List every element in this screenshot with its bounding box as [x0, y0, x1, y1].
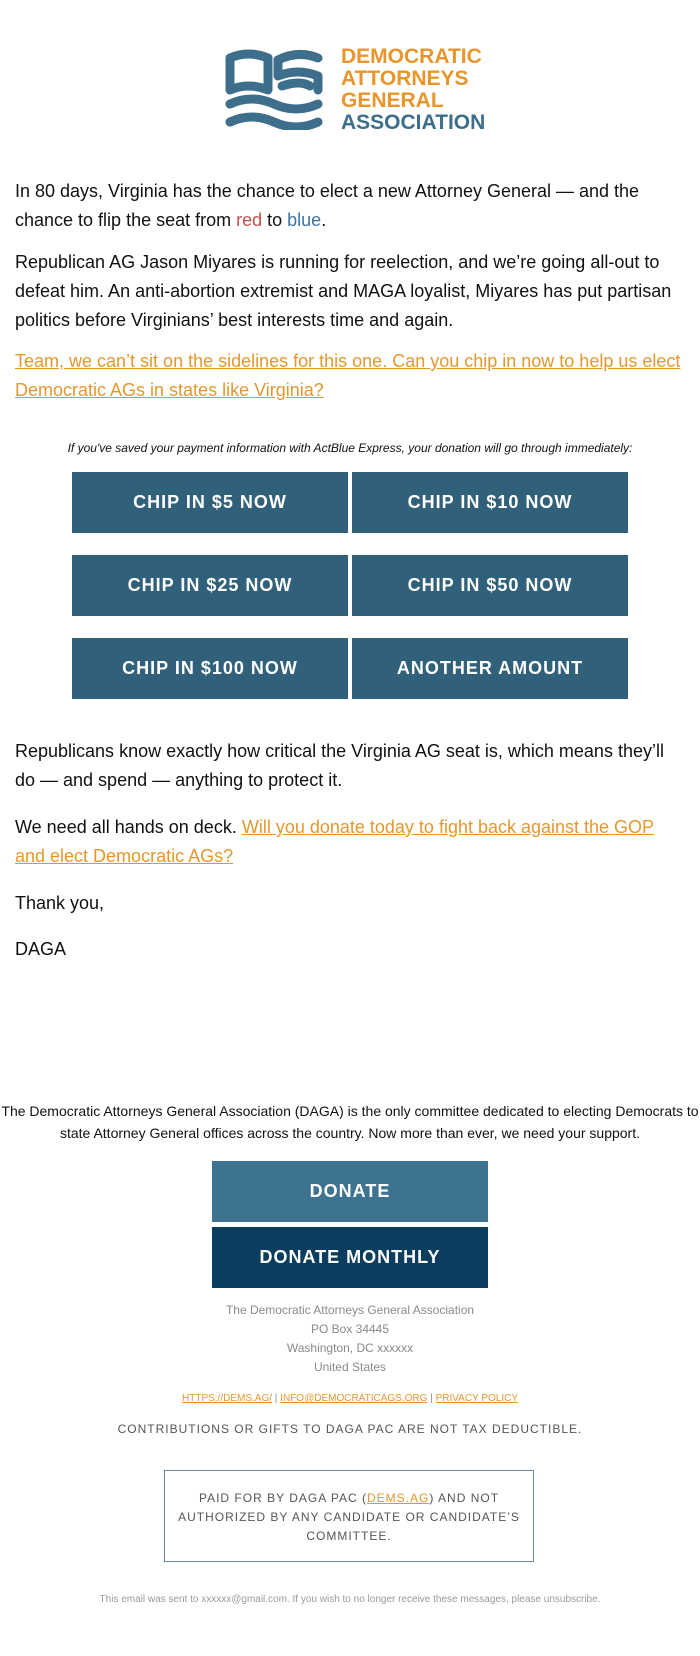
logo-line-2: ATTORNEYS	[341, 67, 469, 90]
republicans-paragraph: Republicans know exactly how critical the Virginia AG seat is, which means they’ll do — and spend — anything to protect it.	[15, 741, 664, 790]
chip-in-10-button[interactable]: CHIP IN $10 NOW	[352, 472, 628, 533]
daga-logo	[224, 44, 484, 136]
footer-links	[0, 1393, 700, 1404]
chip-in-50-button[interactable]: CHIP IN $50 NOW	[352, 555, 628, 616]
paid-for-text-1: PAID FOR BY DAGA PAC (	[198, 1491, 368, 1505]
address-country: United States	[313, 1360, 387, 1374]
miyares-paragraph: Republican AG Jason Miyares is running for reelection, and we’re going all-out to defeat him. An anti-abortion extremist and MAGA loyalist, Miyares has put partisan politics before Virginians’ best interests time and again.	[15, 252, 672, 330]
chip-in-paragraph	[15, 347, 685, 405]
address-org: The Democratic Attorneys General Association	[225, 1303, 475, 1317]
actblue-note: If you've saved your payment information with ActBlue Express, your donation will go through immediately:	[67, 441, 633, 455]
chip-in-5-button[interactable]: CHIP IN $5 NOW	[72, 472, 348, 533]
dems-ag-link[interactable]: DEMS.AG	[367, 1491, 430, 1505]
signature: DAGA	[15, 939, 67, 959]
unsubscribe-notice[interactable]: This email was sent to xxxxxx@gmail.com. If you wish to no longer receive these messages, please unsubscribe.	[99, 1594, 601, 1605]
chip-in-100-button[interactable]: CHIP IN $100 NOW	[72, 638, 348, 699]
all-hands-text: We need all hands on deck.	[15, 817, 242, 837]
website-link[interactable]: HTTPS://DEMS.AG/	[182, 1393, 273, 1404]
flag-logo-icon	[224, 46, 324, 130]
intro-red-word: red	[236, 210, 263, 230]
address-city: Washington, DC xxxxxx	[286, 1341, 414, 1355]
logo-line-3: GENERAL	[341, 89, 444, 112]
intro-blue-word: blue	[287, 210, 322, 230]
paid-for-disclaimer	[164, 1470, 534, 1562]
donate-button[interactable]: DONATE	[212, 1161, 488, 1222]
email-link[interactable]: INFO@DEMOCRATICAGS.ORG	[280, 1393, 428, 1404]
link-separator: |	[430, 1393, 433, 1404]
address-po: PO Box 34445	[310, 1322, 390, 1336]
logo-wordmark	[341, 46, 485, 134]
intro-paragraph	[15, 177, 685, 235]
thank-you-text: Thank you,	[15, 893, 105, 913]
privacy-policy-link[interactable]: PRIVACY POLICY	[435, 1393, 518, 1404]
logo-line-4: ASSOCIATION	[341, 111, 486, 134]
footer-description: The Democratic Attorneys General Association (DAGA) is the only committee dedicated to electing Democrats to state Attorney General offices across the country. Now more than ever, we need your support.	[1, 1103, 699, 1141]
donate-today-link[interactable]: Will you donate today to fight back against the GOP and elect Democratic AGs?	[15, 817, 655, 866]
chip-in-link[interactable]: Team, we can’t sit on the sidelines for this one. Can you chip in now to help us elect Democratic AGs in states like Virginia?	[15, 351, 681, 400]
link-separator: |	[274, 1393, 278, 1404]
intro-to: to	[262, 210, 288, 230]
donate-monthly-button[interactable]: DONATE MONTHLY	[212, 1227, 488, 1288]
chip-in-25-button[interactable]: CHIP IN $25 NOW	[72, 555, 348, 616]
intro-text: In 80 days, Virginia has the chance to elect a new Attorney General — and the chance to flip the seat from	[15, 181, 640, 230]
mailing-address	[0, 1301, 700, 1377]
tax-notice: CONTRIBUTIONS OR GIFTS TO DAGA PAC ARE NOT TAX DEDUCTIBLE.	[117, 1422, 583, 1436]
intro-end: .	[321, 210, 327, 230]
paid-for-text-2: ) AND NOT AUTHORIZED BY ANY CANDIDATE OR CANDIDATE’S COMMITTEE.	[178, 1491, 520, 1543]
another-amount-button[interactable]: ANOTHER AMOUNT	[352, 638, 628, 699]
logo-line-1: DEMOCRATIC	[341, 45, 482, 68]
all-hands-paragraph	[15, 813, 685, 871]
